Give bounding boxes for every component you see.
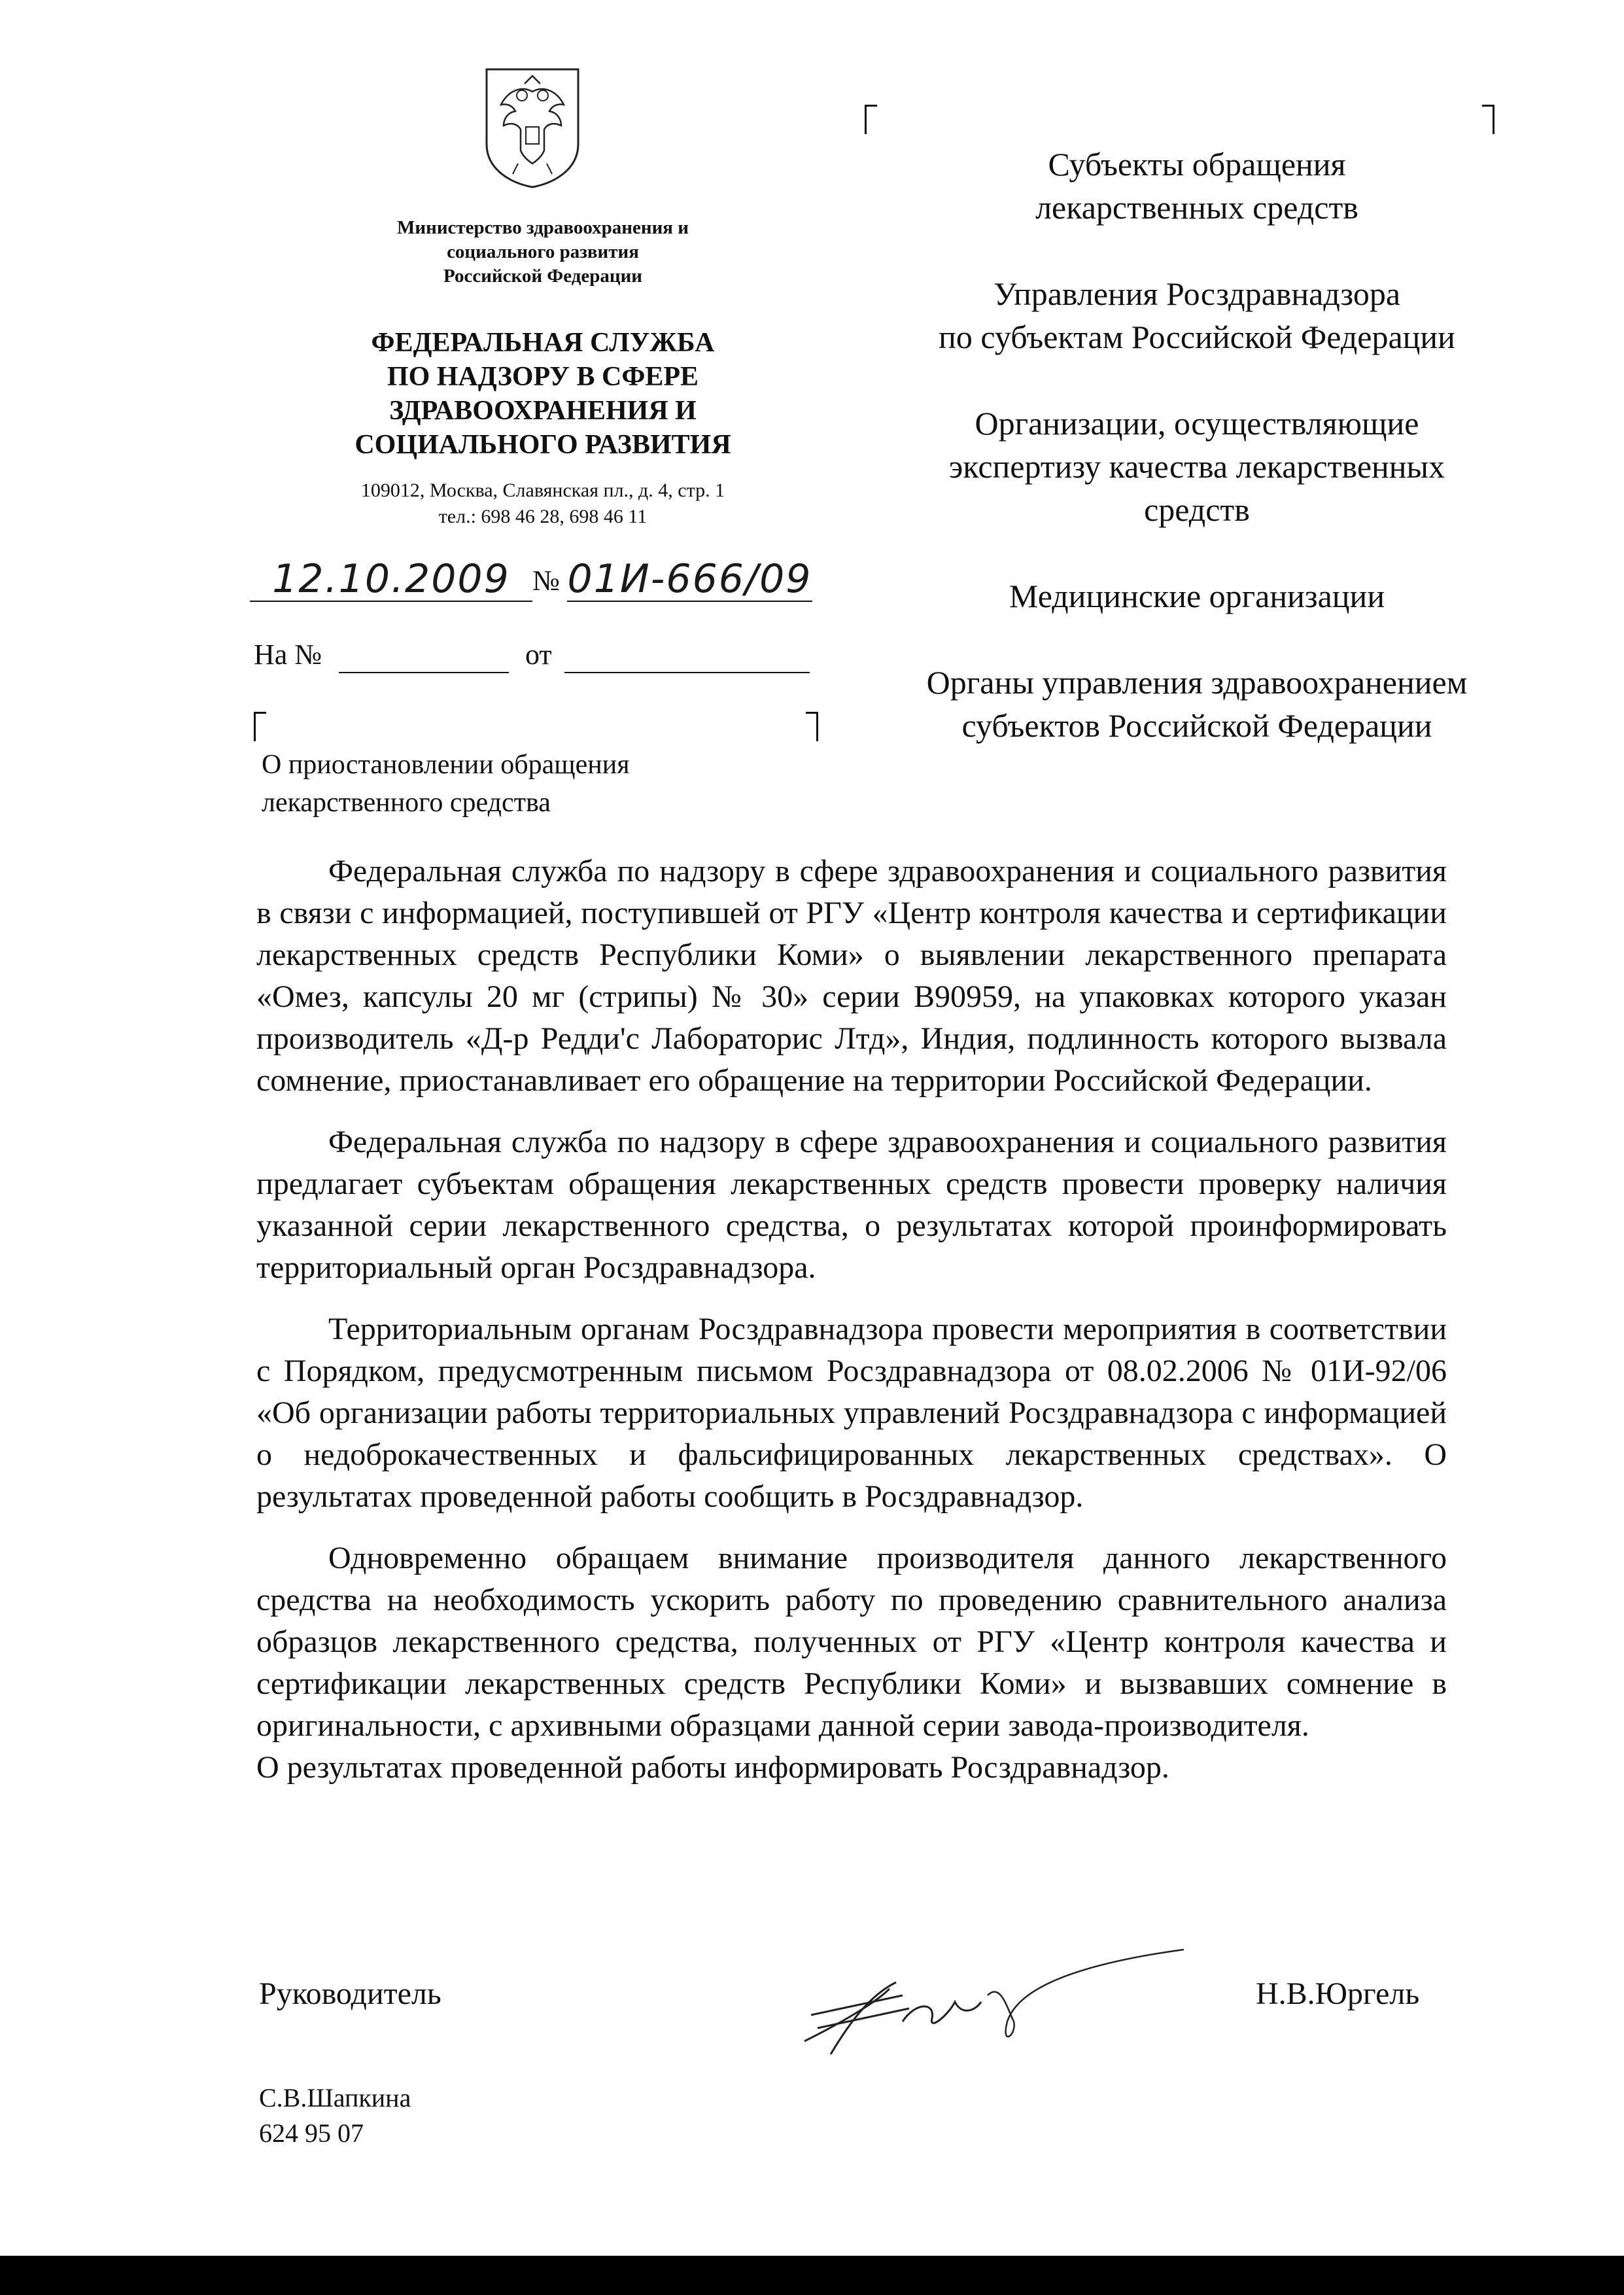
recipient-line: Органы управления здравоохранением [926,664,1468,701]
registration-date: 12.10.2009 [272,556,510,602]
subject-line: лекарственного средства [262,788,551,818]
recipients-block [870,143,1524,790]
reference-number-label: На № [254,639,322,671]
body-paragraph: Федеральная служба по надзору в сфере здравоохранения и социального развития в связи с информацией, поступившей от РГУ «Центр контроля качества и сертификации лекарственных средств Республики Коми» о выявлении лекарственного препарата «Омез, капсулы 20 мг (стрипы) № 30» серии B90959, на упаковках которого указан производитель «Д-р Редди'с Лабораторис Лтд», Индия, подлинность которого вызвала сомнение, приостанавливает его обращение на территории Российской Федерации. [256,854,1447,1098]
recipient-group [870,574,1524,618]
phone-line: тел.: 698 46 28, 698 46 11 [438,506,648,527]
agency-address [281,478,804,530]
ministry-line: Министерство здравоохранения и [397,217,689,238]
recipient-line: Медицинские организации [1009,578,1385,614]
reference-number-blank [339,672,509,673]
reference-line [254,638,816,677]
letter-body [256,850,1447,1808]
corner-mark [254,712,266,741]
corner-mark [865,105,877,134]
signatory-name: Н.В.Юргель [1256,1976,1420,2011]
date-underline [250,601,532,602]
handwritten-signature [791,1943,1197,2074]
body-paragraph: Одновременно обращаем внимание производителя данного лекарственного средства на необходимость ускорить работу по проведению сравнительного анализа образцов лекарственного средства, полученных от РГУ «Центр контроля качества и сертификации лекарственных средств Республики Коми» и вызвавших сомнение в оригинальности, с архивными образцами данной серии завода-производителя. [256,1541,1447,1743]
address-line: 109012, Москва, Славянская пл., д. 4, стр. 1 [360,480,725,501]
recipient-line: Субъекты обращения [1048,146,1346,183]
recipient-line: по субъектам Российской Федерации [939,319,1455,355]
reference-date-blank [564,672,810,673]
corner-mark [1482,105,1494,134]
executor-name: С.В.Шапкина [259,2083,411,2112]
recipient-line: лекарственных средств [1035,189,1358,226]
ministry-line: Российской Федерации [443,266,642,287]
closing-line: О результатах проведенной работы информировать Росздравнадзор. [256,1750,1169,1785]
scan-border [0,2256,1624,2295]
recipient-group [870,661,1524,747]
recipient-group [870,143,1524,229]
coat-of-arms-emblem [481,65,583,190]
recipient-line: Организации, осуществляющие [975,405,1419,442]
executor-block [259,2080,411,2151]
agency-line: СОЦИАЛЬНОГО РАЗВИТИЯ [354,430,731,460]
number-sign: № [532,565,560,597]
recipient-line: субъектов Российской Федерации [961,707,1432,744]
agency-line: ФЕДЕРАЛЬНАЯ СЛУЖБА [371,328,715,358]
agency-line: ПО НАДЗОРУ В СФЕРЕ [387,362,699,392]
body-paragraph: Территориальным органам Росздравнадзора провести мероприятия в соответствии с Порядком, предусмотренным письмом Росздравнадзора от 08.02.2006 № 01И-92/06 «Об организации работы территориальных управлений Росздравнадзора с информацией о недоброкачественных и фальсифицированных лекарственных средствах». О результатах проведенной работы сообщить в Росздравнадзор. [256,1312,1447,1514]
executor-phone: 624 95 07 [259,2118,364,2148]
corner-mark [806,712,818,741]
recipient-line: средств [1144,491,1250,528]
letter-subject [262,746,785,822]
recipient-group [870,402,1524,531]
recipient-line: экспертизу качества лекарственных [948,448,1445,485]
agency-line: ЗДРАВООХРАНЕНИЯ И [389,396,697,426]
ministry-name [307,216,778,289]
number-underline [567,601,812,602]
agency-name [281,326,804,462]
recipient-line: Управления Росздравнадзора [993,275,1401,312]
recipient-group [870,272,1524,359]
registration-line [250,556,812,608]
body-paragraph: Федеральная служба по надзору в сфере здравоохранения и социального развития предлагает субъектам обращения лекарственных средств провести проверку наличия указанной серии лекарственного средства, о результатах которой проинформировать территориальный орган Росздравнадзора. [256,1125,1447,1285]
registration-number: 01И-666/09 [567,556,812,602]
subject-line: О приостановлении обращения [262,750,630,780]
reference-date-label: от [525,639,552,671]
ministry-line: социального развития [447,241,639,262]
signatory-title: Руководитель [259,1976,441,2011]
